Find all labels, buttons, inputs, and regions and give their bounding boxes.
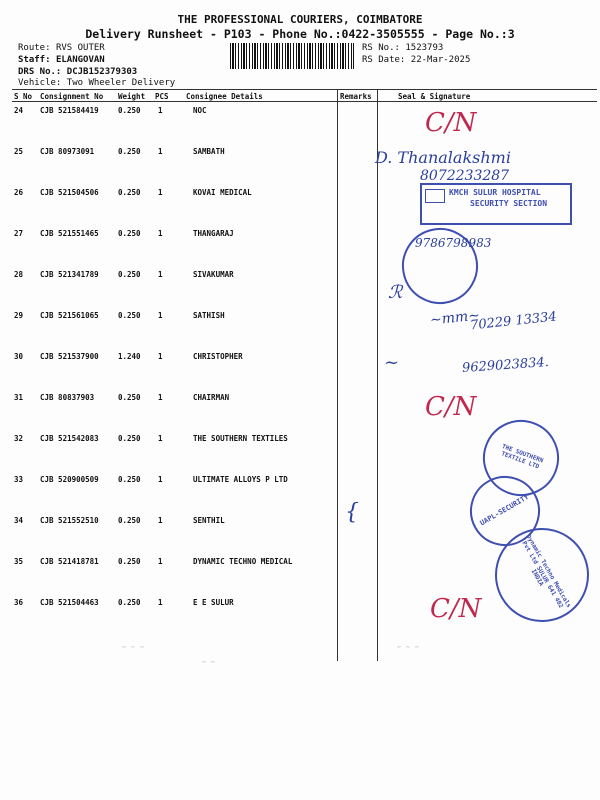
row-sno: 34	[14, 516, 24, 525]
rs-no-value: 1523793	[405, 43, 444, 53]
row-consignment: CJB 521537900	[40, 352, 99, 361]
faded-scribble-2: ˜ ˜	[200, 660, 215, 673]
row-consignment: CJB 521552510	[40, 516, 99, 525]
row-sno: 32	[14, 434, 24, 443]
col-seal: Seal & Signature	[398, 92, 471, 101]
drs-line	[18, 67, 137, 77]
table-row	[0, 229, 600, 270]
row-consignee: NOC	[193, 106, 207, 115]
row-weight: 0.250	[118, 147, 141, 156]
row-consignee: SENTHIL	[193, 516, 225, 525]
row-consignment: CJB 521584419	[40, 106, 99, 115]
row-pcs: 1	[158, 352, 163, 361]
row-weight: 0.250	[118, 229, 141, 238]
row-sno: 28	[14, 270, 24, 279]
row-pcs: 1	[158, 311, 163, 320]
cn-mark-36: C/N	[430, 594, 482, 624]
row-consignment: CJB 80837903	[40, 393, 95, 402]
vehicle-line	[18, 78, 175, 88]
row-consignment: CJB 520900509	[40, 475, 99, 484]
row-pcs: 1	[158, 598, 163, 607]
signature-30-scribble: ~	[384, 352, 400, 373]
row-consignment: CJB 521418781	[40, 557, 99, 566]
rs-date-label: RS Date:	[362, 55, 406, 65]
rs-date-value: 22-Mar-2025	[410, 55, 471, 65]
row-weight: 0.250	[118, 475, 141, 484]
row-weight: 0.250	[118, 434, 141, 443]
row-consignment: CJB 521504463	[40, 598, 99, 607]
phone-30: 9629023834.	[461, 354, 550, 377]
row-weight: 0.250	[118, 270, 141, 279]
row-sno: 24	[14, 106, 24, 115]
row-weight: 0.250	[118, 516, 141, 525]
uapl-stamp-text: UAPL-SECURITY	[478, 493, 531, 528]
row-consignee: SIVAKUMAR	[193, 270, 234, 279]
row-sno: 36	[14, 598, 24, 607]
staff-line	[18, 55, 105, 65]
row-weight: 0.250	[118, 106, 141, 115]
row-weight: 0.250	[118, 393, 141, 402]
bracket-mark: {	[345, 500, 359, 525]
staff-value: ELANGOVAN	[55, 55, 105, 65]
southern-stamp-text: THE SOUTHERN TEXTILE LTD	[500, 443, 544, 471]
row-consignee: THANGARAJ	[193, 229, 234, 238]
row-sno: 27	[14, 229, 24, 238]
faded-scribble-1: ˜ ˜ ˜	[120, 645, 144, 658]
row-weight: 0.250	[118, 598, 141, 607]
row-sno: 31	[14, 393, 24, 402]
route-label: Route:	[18, 43, 51, 53]
row-consignee: CHAIRMAN	[193, 393, 230, 402]
row-pcs: 1	[158, 147, 163, 156]
route-line	[18, 43, 105, 53]
row-pcs: 1	[158, 475, 163, 484]
row-pcs: 1	[158, 229, 163, 238]
drs-value: DCJB152379303	[66, 67, 138, 77]
dynamic-stamp-text: Dynamic Techno Medicals Pvt Ltd SULUR 641 402 INDIA	[520, 533, 573, 610]
route-value: RVS OUTER	[55, 43, 105, 53]
kmch-security-stamp	[420, 183, 572, 225]
col-remarks: Remarks	[340, 92, 372, 101]
page-title: Delivery Runsheet - P103 - Phone No.:0422-3505555 - Page No.:3	[85, 27, 515, 41]
row-consignee: ULTIMATE ALLOYS P LTD	[193, 475, 288, 484]
signature-25: D. Thanalakshmi	[375, 148, 511, 167]
row-consignee: E E SULUR	[193, 598, 234, 607]
row-pcs: 1	[158, 393, 163, 402]
phone-25: 8072233287	[420, 168, 510, 184]
signature-28: ℛ	[388, 282, 403, 303]
row-consignment: CJB 521561065	[40, 311, 99, 320]
row-pcs: 1	[158, 557, 163, 566]
row-consignee: DYNAMIC TECHNO MEDICAL	[193, 557, 293, 566]
row-weight: 0.250	[118, 311, 141, 320]
table-header-rule	[12, 101, 597, 102]
row-consignee: KOVAI MEDICAL	[193, 188, 252, 197]
row-consignment: CJB 521542083	[40, 434, 99, 443]
barcode	[230, 43, 354, 69]
vehicle-value: Two Wheeler Delivery	[66, 78, 176, 88]
col-weight: Weight	[118, 92, 146, 101]
row-weight: 1.240	[118, 352, 141, 361]
row-sno: 33	[14, 475, 24, 484]
row-pcs: 1	[158, 434, 163, 443]
vehicle-label: Vehicle:	[18, 78, 62, 88]
signature-29-scribble: ~mm~	[429, 307, 481, 329]
rs-no-label: RS No.:	[362, 43, 400, 53]
company-name: THE PROFESSIONAL COURIERS, COIMBATORE	[177, 13, 423, 26]
row-sno: 25	[14, 147, 24, 156]
row-pcs: 1	[158, 270, 163, 279]
col-consignee: Consignee Details	[186, 92, 263, 101]
table-row	[0, 270, 600, 311]
table-top-rule	[12, 89, 597, 90]
phone-29: 70229 13334	[469, 309, 558, 334]
row-consignment: CJB 521551465	[40, 229, 99, 238]
row-consignment: CJB 521504506	[40, 188, 99, 197]
row-pcs: 1	[158, 516, 163, 525]
row-sno: 29	[14, 311, 24, 320]
rs-date-line	[362, 55, 470, 65]
row-consignment: CJB 80973091	[40, 147, 95, 156]
col-sno: S No	[14, 92, 33, 101]
row-pcs: 1	[158, 188, 163, 197]
faded-scribble-3: ˜ ˜ ˜	[395, 645, 419, 658]
col-consignment: Consignment No	[40, 92, 104, 101]
row-consignment: CJB 521341789	[40, 270, 99, 279]
rs-no-line	[362, 43, 443, 53]
staff-label: Staff:	[18, 55, 51, 65]
table-row	[0, 106, 600, 147]
row-weight: 0.250	[118, 188, 141, 197]
row-sno: 26	[14, 188, 24, 197]
row-consignee: SATHISH	[193, 311, 225, 320]
row-consignee: CHRISTOPHER	[193, 352, 243, 361]
row-pcs: 1	[158, 106, 163, 115]
kmch-stamp-line2: SECURITY SECTION	[470, 199, 548, 208]
cn-mark-31: C/N	[425, 392, 477, 422]
cn-mark-24: C/N	[425, 108, 477, 138]
row-sno: 30	[14, 352, 24, 361]
kmch-stamp-line1: KMCH SULUR HOSPITAL	[449, 188, 541, 197]
col-pcs: PCS	[155, 92, 169, 101]
row-consignee: THE SOUTHERN TEXTILES	[193, 434, 288, 443]
kmch-logo-icon	[425, 189, 445, 203]
phone-27: 9786798983	[415, 236, 492, 250]
row-sno: 35	[14, 557, 24, 566]
row-consignee: SAMBATH	[193, 147, 225, 156]
row-weight: 0.250	[118, 557, 141, 566]
drs-label: DRS No.:	[18, 67, 62, 77]
